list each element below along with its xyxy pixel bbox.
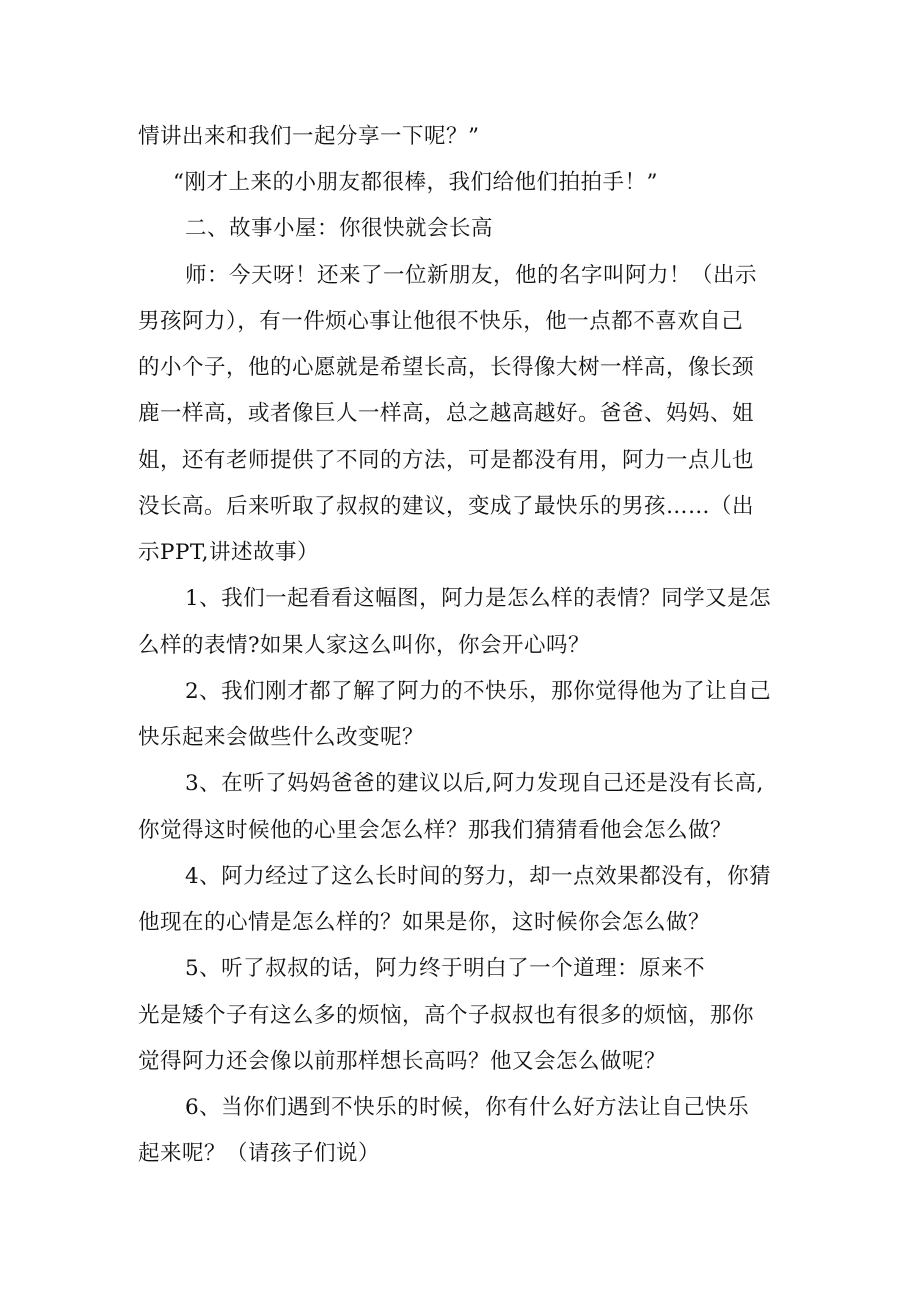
- text-line: 你觉得这时候他的心里会怎么样？那我们猜猜看他会怎么做？: [138, 818, 733, 843]
- list-item-4: 4、阿力经过了这么长时间的努力，却一点效果都没有，你猜: [185, 864, 772, 889]
- text-line: 没长高。后来听取了叔叔的建议，变成了最快乐的男孩……（出: [138, 494, 755, 519]
- text-line: 他现在的心情是怎么样的？如果是你，这时候你会怎么做？: [138, 910, 711, 935]
- list-item-2: 2、我们刚才都了解了阿力的不快乐，那你觉得他为了让自己: [185, 679, 772, 704]
- text-line: 师：今天呀！还来了一位新朋友，他的名字叫阿力！（出示: [185, 263, 758, 288]
- text-line: 快乐起来会做些什么改变呢？: [138, 725, 425, 750]
- list-item-5: 5、听了叔叔的话，阿力终于明白了一个道理：原来不: [185, 956, 706, 981]
- list-item-6: 6、当你们遇到不快乐的时候，你有什么好方法让自己快乐: [185, 1095, 750, 1120]
- text-line: 鹿一样高，或者像巨人一样高，总之越高越好。爸爸、妈妈、姐: [138, 401, 755, 426]
- text-line: 姐，还有老师提供了不同的方法，可是都没有用，阿力一点儿也: [138, 448, 755, 473]
- text-line: 光是矮个子有这么多的烦恼，高个子叔叔也有很多的烦恼，那你: [138, 1003, 755, 1028]
- text-line: 起来呢？（请孩子们说）: [138, 1141, 381, 1166]
- list-item-1: 1、我们一起看看这幅图，阿力是怎么样的表情？同学又是怎: [185, 586, 772, 611]
- text-line: 示PPT,讲述故事）: [138, 540, 319, 565]
- text-line: “刚才上来的小朋友都很棒，我们给他们拍拍手！”: [173, 170, 658, 195]
- text-line: 觉得阿力还会像以前那样想长高吗？他又会怎么做呢？: [138, 1049, 667, 1074]
- list-item-3: 3、在听了妈妈爸爸的建议以后,阿力发现自己还是没有长高,: [185, 771, 764, 796]
- text-line: 情讲出来和我们一起分享一下呢？”: [138, 124, 480, 149]
- text-line: 的小个子，他的心愿就是希望长高，长得像大树一样高，像长颈: [138, 355, 755, 380]
- section-heading: 二、故事小屋：你很快就会长高: [185, 216, 494, 241]
- text-line: 男孩阿力），有一件烦心事让他很不快乐，他一点都不喜欢自己: [138, 309, 744, 334]
- text-line: 么样的表情?如果人家这么叫你，你会开心吗？: [138, 633, 591, 658]
